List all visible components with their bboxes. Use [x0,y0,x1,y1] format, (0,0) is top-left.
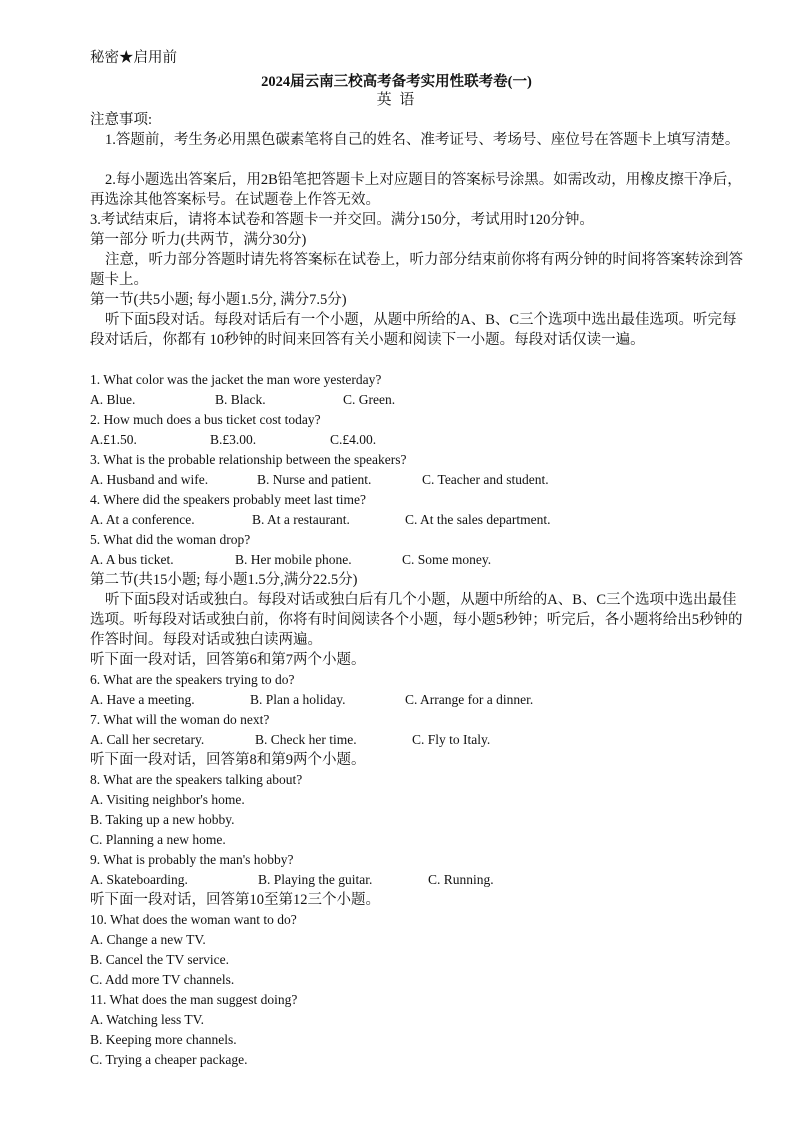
option-c: C. Arrange for a dinner. [405,692,534,707]
option-b: B. Plan a holiday. [250,692,346,707]
question-10-option-a: A. Change a new TV. [90,932,206,947]
question-3: 3. What is the probable relationship between the speakers? [90,452,407,467]
notice-item-3: 3.考试结束后，请将本试卷和答题卡一并交回。满分150分，考试用时120分钟。 [90,212,594,228]
option-a: A. Husband and wife. [90,472,209,487]
question-11-option-a: A. Watching less TV. [90,1012,205,1027]
question-8-option-a: A. Visiting neighbor's home. [90,792,245,807]
question-8: 8. What are the speakers talking about? [90,772,303,787]
question-2-options [90,430,376,450]
notice-item-2: 2.每小题选出答案后，用2B铅笔把答题卡上对应题目的答案标号涂黑。如需改动，用橡皮擦干净后，再选涂其他答案标号。在试题卷上作答无效。 [90,172,742,208]
question-1-options [90,390,395,410]
question-9-options [90,870,494,890]
question-1: 1. What color was the jacket the man wore yesterday? [90,372,382,387]
question-7: 7. What will the woman do next? [90,712,270,727]
option-a: A. At a conference. [90,512,195,527]
group-1-prompt: 听下面一段对话，回答第6和第7两个小题。 [90,652,366,668]
question-4: 4. Where did the speakers probably meet last time? [90,492,367,507]
option-a: A. A bus ticket. [90,552,174,567]
question-11: 11. What does the man suggest doing? [90,992,298,1007]
option-a: A. Blue. [90,392,136,407]
option-a: A. Have a meeting. [90,692,195,707]
option-c: C. Running. [428,872,494,887]
option-b: B. Her mobile phone. [235,552,352,567]
question-10: 10. What does the woman want to do? [90,912,297,927]
confidential-label: 秘密★启用前 [90,50,177,66]
group-3-prompt: 听下面一段对话，回答第10至第12三个小题。 [90,892,380,908]
section1-instructions: 听下面5段对话。每段对话后有一个小题，从题中所给的A、B、C三个选项中选出最佳选项。听完每段对话后，你都有 10秒钟的时间来回答有关小题和阅读下一小题。每段对话仅读一遍。 [90,312,737,348]
question-7-options [90,730,490,750]
question-5-options [90,550,491,570]
question-8-option-c: C. Planning a new home. [90,832,226,847]
option-c: C. Teacher and student. [422,472,549,487]
question-5: 5. What did the woman drop? [90,532,251,547]
option-b: B. At a restaurant. [252,512,350,527]
exam-title: 2024届云南三校高考备考实用性联考卷(一) [261,74,532,90]
option-a: A.£1.50. [90,432,137,447]
option-c: C. Some money. [402,552,492,567]
question-4-options [90,510,550,530]
option-c: C. Green. [343,392,396,407]
option-c: C. Fly to Italy. [412,732,491,747]
option-b: B. Nurse and patient. [257,472,372,487]
option-c: C.£4.00. [330,432,377,447]
option-b: B. Check her time. [255,732,357,747]
question-10-option-b: B. Cancel the TV service. [90,952,229,967]
group-2-prompt: 听下面一段对话，回答第8和第9两个小题。 [90,752,366,768]
notice-item-1: 1.答题前，考生务必用黑色碳素笔将自己的姓名、准考证号、考场号、座位号在答题卡上填写清楚。 [105,132,740,148]
option-c: C. At the sales department. [405,512,551,527]
option-a: A. Skateboarding. [90,872,188,887]
question-3-options [90,470,549,490]
question-11-option-b: B. Keeping more channels. [90,1032,237,1047]
subject-label: 英 语 [376,92,417,108]
part1-note: 注意，听力部分答题时请先将答案标在试卷上，听力部分结束前你将有两分钟的时间将答案转涂到答题卡上。 [90,252,743,288]
question-6: 6. What are the speakers trying to do? [90,672,295,687]
question-10-option-c: C. Add more TV channels. [90,972,235,987]
section2-instructions: 听下面5段对话或独白。每段对话或独白后有几个小题，从题中所给的A、B、C三个选项中选出最佳选项。听每段对话或独白前，你将有时间阅读各个小题，每小题5秒钟；听完后，各小题将给出5秒钟的作答时间。每段对话或独白读两遍。 [90,592,743,648]
option-a: A. Call her secretary. [90,732,205,747]
section2-heading: 第二节(共15小题; 每小题1.5分,满分22.5分) [90,572,358,588]
option-b: B. Black. [215,392,266,407]
question-11-option-c: C. Trying a cheaper package. [90,1052,248,1067]
section1-heading: 第一节(共5小题; 每小题1.5分, 满分7.5分) [90,292,347,308]
question-9: 9. What is probably the man's hobby? [90,852,294,867]
question-2: 2. How much does a bus ticket cost today? [90,412,321,427]
option-b: B. Playing the guitar. [258,872,373,887]
question-6-options [90,690,533,710]
notice-heading: 注意事项: [90,112,153,128]
question-8-option-b: B. Taking up a new hobby. [90,812,235,827]
option-b: B.£3.00. [210,432,257,447]
part1-heading: 第一部分 听力(共两节，满分30分) [90,232,307,248]
